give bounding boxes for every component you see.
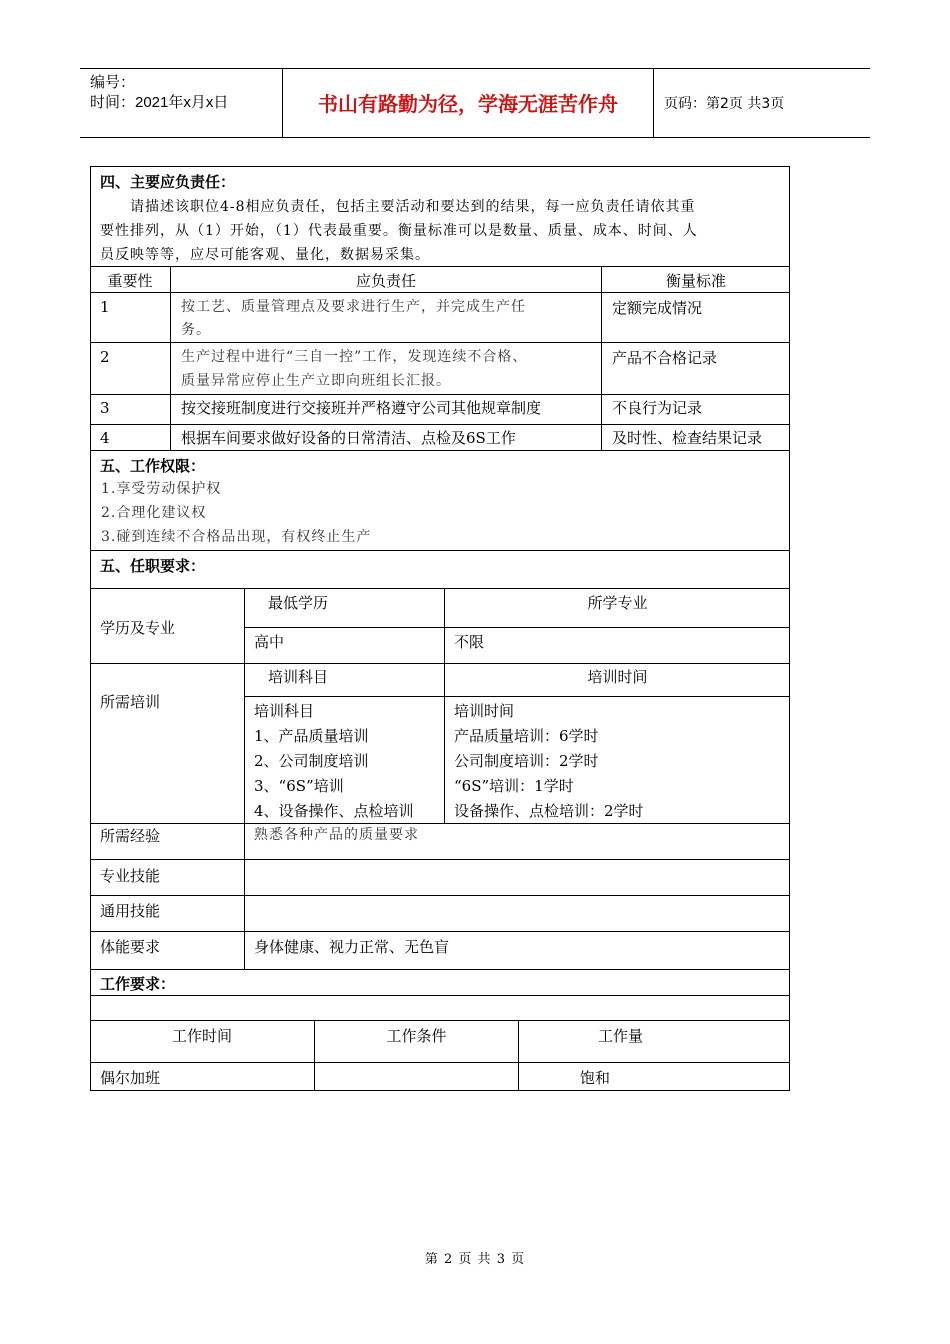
education-header-min: 最低学历	[268, 594, 329, 612]
row-measure: 产品不合格记录	[612, 349, 718, 367]
row-divider	[90, 1020, 790, 1021]
section-work-title: 工作要求：	[100, 975, 176, 993]
work-header-time: 工作时间	[171, 1027, 232, 1045]
authority-item: 1.享受劳动保护权	[101, 481, 222, 497]
training-subject: 3、“6S”培训	[254, 777, 344, 795]
education-label: 学历及专业	[100, 619, 176, 637]
row-duty: 生产过程中进行“三自一控”工作，发现连续不合格、	[181, 349, 528, 365]
row-divider	[90, 895, 790, 896]
column-divider	[170, 266, 171, 450]
row-divider	[90, 859, 790, 860]
section-responsibilities-title: 四、主要应负责任：	[100, 173, 236, 191]
row-divider	[90, 550, 790, 551]
header-page-label: 页码：第2页 共3页	[664, 96, 785, 112]
training-time: “6S”培训：1学时	[454, 777, 574, 795]
row-divider	[90, 931, 790, 932]
experience-label: 所需经验	[100, 827, 161, 845]
row-rank: 1	[100, 298, 110, 316]
row-divider	[90, 394, 790, 395]
work-time-value: 偶尔加班	[100, 1069, 161, 1087]
training-time: 培训时间	[454, 702, 515, 720]
section-responsibilities-intro: 员反映等等，应尽可能客观、量化，数据易采集。	[100, 247, 430, 263]
row-rank: 3	[100, 399, 110, 417]
row-duty: 质量异常应停止生产立即向班组长汇报。	[181, 373, 451, 389]
education-header-major: 所学专业	[587, 594, 648, 612]
column-divider	[601, 266, 602, 450]
row-divider	[90, 292, 790, 293]
training-label: 所需培训	[100, 693, 161, 711]
row-duty: 按交接班制度进行交接班并严格遵守公司其他规章制度	[181, 399, 542, 417]
row-measure: 定额完成情况	[612, 299, 703, 317]
experience-value: 熟悉各种产品的质量要求	[254, 827, 419, 843]
training-time: 设备操作、点检培训：2学时	[454, 802, 644, 820]
education-major-value: 不限	[454, 633, 485, 651]
row-divider	[90, 995, 790, 996]
page-header	[80, 68, 870, 138]
row-divider	[90, 1062, 790, 1063]
training-header-time: 培训时间	[587, 668, 648, 686]
row-duty: 按工艺、质量管理点及要求进行生产，并完成生产任	[181, 299, 526, 315]
work-header-load: 工作量	[597, 1027, 643, 1045]
authority-item: 2.合理化建议权	[101, 505, 207, 521]
row-divider	[90, 450, 790, 451]
section-responsibilities-intro: 要性排列，从（1）开始，（1）代表最重要。衡量标准可以是数量、质量、成本、时间、人	[100, 223, 698, 239]
column-header-measure: 衡量标准	[665, 272, 726, 290]
physical-label: 体能要求	[100, 938, 161, 956]
training-subject: 1、产品质量培训	[254, 727, 369, 745]
section-requirements-title: 五、任职要求：	[100, 557, 206, 575]
row-divider	[244, 696, 790, 697]
section-responsibilities-intro: 请描述该职位4-8相应负责任，包括主要活动和要达到的结果，每一应负责任请依其重	[130, 199, 696, 215]
row-divider	[90, 424, 790, 425]
row-divider	[90, 266, 790, 267]
general-skill-label: 通用技能	[100, 902, 161, 920]
row-duty: 根据车间要求做好设备的日常清洁、点检及6S工作	[181, 429, 516, 447]
row-measure: 不良行为记录	[612, 399, 703, 417]
column-header-importance: 重要性	[107, 272, 153, 290]
document-date-label: 时间：2021年x月x日	[90, 94, 229, 111]
page-footer: 第 2 页 共 3 页	[424, 1252, 526, 1267]
section-authority-title: 五、工作权限：	[100, 457, 206, 475]
row-divider	[90, 342, 790, 343]
row-divider	[90, 823, 790, 824]
column-header-duty: 应负责任	[355, 272, 416, 290]
authority-item: 3.碰到连续不合格品出现，有权终止生产	[101, 529, 372, 545]
training-subject: 培训科目	[254, 702, 315, 720]
training-header-subject: 培训科目	[268, 668, 329, 686]
column-divider	[244, 588, 245, 969]
header-meta	[90, 73, 280, 113]
education-min-value: 高中	[254, 633, 285, 651]
header-motto: 书山有路勤为径，学海无涯苦作舟	[318, 92, 618, 116]
document-number-label: 编号：	[90, 74, 136, 91]
column-divider	[444, 663, 445, 823]
row-rank: 4	[100, 429, 110, 447]
training-subject: 4、设备操作、点检培训	[254, 802, 414, 820]
physical-value: 身体健康、视力正常、无色盲	[254, 938, 450, 956]
row-divider	[90, 663, 790, 664]
row-measure: 及时性、检查结果记录	[612, 429, 763, 447]
row-divider	[244, 627, 790, 628]
row-divider	[90, 588, 790, 589]
row-divider	[90, 969, 790, 970]
row-duty: 务。	[181, 322, 211, 338]
work-load-value: 饱和	[580, 1069, 611, 1087]
professional-skill-label: 专业技能	[100, 867, 161, 885]
work-header-condition: 工作条件	[386, 1027, 447, 1045]
column-divider	[444, 588, 445, 663]
training-time: 公司制度培训：2学时	[454, 752, 599, 770]
training-subject: 2、公司制度培训	[254, 752, 369, 770]
row-rank: 2	[100, 348, 110, 366]
header-divider	[653, 69, 654, 137]
training-time: 产品质量培训：6学时	[454, 727, 599, 745]
